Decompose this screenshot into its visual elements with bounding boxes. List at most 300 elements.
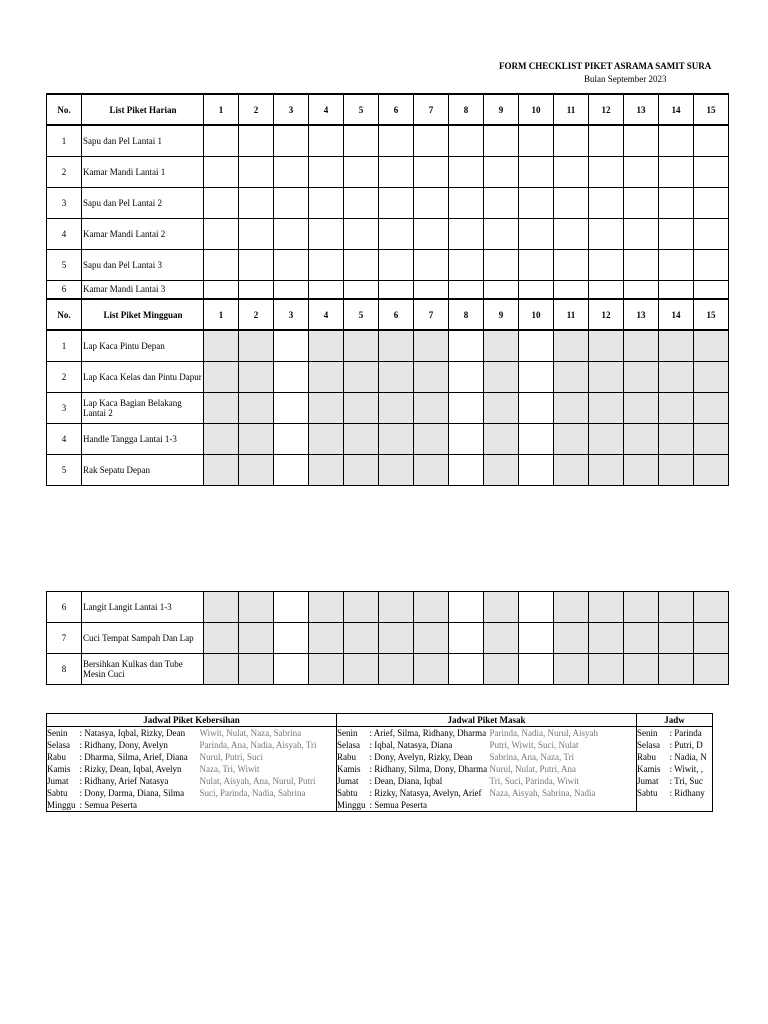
checkbox-day-1[interactable] [204, 156, 239, 187]
checkbox-day-11[interactable] [554, 156, 589, 187]
checkbox-day-11[interactable] [554, 330, 589, 361]
checkbox-day-5[interactable] [344, 249, 379, 280]
checkbox-day-1[interactable] [204, 392, 239, 423]
checkbox-day-2[interactable] [239, 218, 274, 249]
checkbox-day-3[interactable] [274, 330, 309, 361]
checkbox-day-7[interactable] [414, 187, 449, 218]
day-header-1: 1 [204, 94, 239, 125]
checkbox-day-15[interactable] [694, 187, 729, 218]
schedule-row [47, 739, 713, 751]
checkbox-day-2[interactable] [239, 361, 274, 392]
checkbox-day-8[interactable] [449, 392, 484, 423]
checkbox-day-10[interactable] [519, 623, 554, 654]
checkbox-day-2[interactable] [239, 454, 274, 485]
checkbox-day-15[interactable] [694, 330, 729, 361]
schedule-members-secondary: Naza, Aisyah, Sabrina, Nadia [489, 788, 596, 798]
checkbox-day-3[interactable] [274, 361, 309, 392]
checkbox-day-14[interactable] [659, 280, 694, 299]
checkbox-day-11[interactable] [554, 623, 589, 654]
checkbox-day-5[interactable] [344, 330, 379, 361]
checkbox-day-9[interactable] [484, 218, 519, 249]
checkbox-day-12[interactable] [589, 423, 624, 454]
schedule-row [47, 775, 713, 787]
checkbox-day-15[interactable] [694, 592, 729, 623]
schedule-members: : Arief, Silma, Ridhany, Dharma [369, 728, 487, 738]
checkbox-day-7[interactable] [414, 392, 449, 423]
checkbox-day-2[interactable] [239, 592, 274, 623]
checkbox-day-6[interactable] [379, 454, 414, 485]
checkbox-day-9[interactable] [484, 361, 519, 392]
checkbox-day-12[interactable] [589, 592, 624, 623]
checkbox-day-3[interactable] [274, 125, 309, 156]
checkbox-day-3[interactable] [274, 454, 309, 485]
checkbox-day-12[interactable] [589, 654, 624, 685]
schedule-members-secondary: Wiwit, Nulat, Naza, Sabrina [199, 728, 302, 738]
schedule-day: Rabu [47, 752, 66, 762]
checkbox-day-9[interactable] [484, 654, 519, 685]
schedule-members: : Ridhany, Silma, Dony, Dharma [369, 764, 488, 774]
day-header-4: 4 [309, 94, 344, 125]
checkbox-day-7[interactable] [414, 280, 449, 299]
task-name: Langit Langit Lantai 1-3 [82, 592, 204, 623]
checkbox-day-5[interactable] [344, 423, 379, 454]
checkbox-day-5[interactable] [344, 454, 379, 485]
schedule-day: Selasa [337, 739, 370, 751]
weekly-task-row [47, 592, 729, 623]
checkbox-day-7[interactable] [414, 423, 449, 454]
checkbox-day-11[interactable] [554, 454, 589, 485]
checkbox-day-10[interactable] [519, 125, 554, 156]
checkbox-day-14[interactable] [659, 156, 694, 187]
daily-task-row [47, 249, 729, 280]
day-header-7: 7 [414, 94, 449, 125]
schedule-title: Jadw [637, 714, 713, 727]
checkbox-day-3[interactable] [274, 218, 309, 249]
checkbox-day-3[interactable] [274, 280, 309, 299]
checkbox-day-8[interactable] [449, 249, 484, 280]
checkbox-day-4[interactable] [309, 592, 344, 623]
checkbox-day-2[interactable] [239, 330, 274, 361]
checkbox-day-3[interactable] [274, 592, 309, 623]
checkbox-day-6[interactable] [379, 361, 414, 392]
checkbox-day-12[interactable] [589, 125, 624, 156]
checkbox-day-12[interactable] [589, 454, 624, 485]
checkbox-day-14[interactable] [659, 592, 694, 623]
checkbox-day-10[interactable] [519, 592, 554, 623]
checkbox-day-15[interactable] [694, 623, 729, 654]
checkbox-day-15[interactable] [694, 392, 729, 423]
checkbox-day-4[interactable] [309, 423, 344, 454]
schedule-members: : Dony, Avelyn, Rizky, Dean [369, 752, 473, 762]
checkbox-day-6[interactable] [379, 623, 414, 654]
task-number: 2 [47, 156, 82, 187]
checkbox-day-14[interactable] [659, 249, 694, 280]
checkbox-day-6[interactable] [379, 218, 414, 249]
task-name: Lap Kaca Kelas dan Pintu Dapur [82, 361, 204, 392]
checkbox-day-1[interactable] [204, 592, 239, 623]
schedule-members: : Dony, Darma, Diana, Silma [79, 788, 185, 798]
checkbox-day-8[interactable] [449, 423, 484, 454]
daily-col-task: List Piket Harian [82, 94, 204, 125]
schedule-members: : Wiwit, , [669, 764, 704, 774]
checkbox-day-4[interactable] [309, 330, 344, 361]
checkbox-day-3[interactable] [274, 392, 309, 423]
checkbox-day-5[interactable] [344, 218, 379, 249]
checkbox-day-3[interactable] [274, 423, 309, 454]
schedule-title-row [47, 714, 713, 727]
task-name: Sapu dan Pel Lantai 3 [82, 249, 204, 280]
checkbox-day-15[interactable] [694, 654, 729, 685]
checkbox-day-6[interactable] [379, 330, 414, 361]
checkbox-day-11[interactable] [554, 218, 589, 249]
schedule-row [47, 751, 713, 763]
checkbox-day-8[interactable] [449, 218, 484, 249]
checkbox-day-11[interactable] [554, 361, 589, 392]
schedule-title: Jadwal Piket Masak [337, 714, 637, 727]
checkbox-day-15[interactable] [694, 361, 729, 392]
checkbox-day-13[interactable] [624, 249, 659, 280]
checkbox-day-7[interactable] [414, 330, 449, 361]
checkbox-day-15[interactable] [694, 125, 729, 156]
checkbox-day-13[interactable] [624, 187, 659, 218]
day-header-11: 11 [554, 94, 589, 125]
checkbox-day-12[interactable] [589, 392, 624, 423]
checkbox-day-6[interactable] [379, 156, 414, 187]
checkbox-day-10[interactable] [519, 187, 554, 218]
checkbox-day-7[interactable] [414, 218, 449, 249]
checkbox-day-7[interactable] [414, 361, 449, 392]
schedule-members-secondary: Parinda, Nadia, Nurul, Aisyah [489, 728, 598, 738]
checkbox-day-8[interactable] [449, 125, 484, 156]
task-name: Sapu dan Pel Lantai 2 [82, 187, 204, 218]
checkbox-day-6[interactable] [379, 423, 414, 454]
checkbox-day-1[interactable] [204, 249, 239, 280]
checkbox-day-8[interactable] [449, 156, 484, 187]
checkbox-day-13[interactable] [624, 623, 659, 654]
checkbox-day-9[interactable] [484, 330, 519, 361]
checkbox-day-14[interactable] [659, 623, 694, 654]
day-header-11: 11 [554, 299, 589, 330]
schedule-section [46, 713, 712, 814]
checkbox-day-10[interactable] [519, 156, 554, 187]
checkbox-day-4[interactable] [309, 156, 344, 187]
checkbox-day-10[interactable] [519, 249, 554, 280]
checkbox-day-9[interactable] [484, 454, 519, 485]
weekly-task-row [47, 423, 729, 454]
day-header-6: 6 [379, 299, 414, 330]
checkbox-day-15[interactable] [694, 280, 729, 299]
checkbox-day-12[interactable] [589, 280, 624, 299]
task-number: 8 [47, 654, 82, 685]
checkbox-day-9[interactable] [484, 623, 519, 654]
task-name: Cuci Tempat Sampah Dan Lap [82, 623, 204, 654]
checkbox-day-1[interactable] [204, 330, 239, 361]
schedule-day: Selasa [47, 740, 70, 750]
checkbox-day-8[interactable] [449, 361, 484, 392]
schedule-day: Jumat [47, 776, 69, 786]
checkbox-day-6[interactable] [379, 125, 414, 156]
checkbox-day-10[interactable] [519, 423, 554, 454]
checkbox-day-13[interactable] [624, 330, 659, 361]
checkbox-day-14[interactable] [659, 423, 694, 454]
checkbox-day-11[interactable] [554, 423, 589, 454]
checkbox-day-1[interactable] [204, 454, 239, 485]
schedule-members-secondary: Nulat, Aisyah, Ana, Nurul, Putri [199, 776, 316, 786]
checkbox-day-4[interactable] [309, 187, 344, 218]
task-number: 1 [47, 125, 82, 156]
checkbox-day-13[interactable] [624, 392, 659, 423]
checkbox-day-2[interactable] [239, 249, 274, 280]
checkbox-day-10[interactable] [519, 454, 554, 485]
checkbox-day-13[interactable] [624, 218, 659, 249]
daily-task-row [47, 280, 729, 299]
schedule-day: Sabtu [337, 787, 370, 799]
checkbox-day-7[interactable] [414, 454, 449, 485]
checkbox-day-13[interactable] [624, 125, 659, 156]
checkbox-day-15[interactable] [694, 423, 729, 454]
day-header-3: 3 [274, 94, 309, 125]
checkbox-day-14[interactable] [659, 125, 694, 156]
form-subtitle: Bulan September 2023 [584, 74, 667, 84]
checkbox-day-13[interactable] [624, 454, 659, 485]
schedule-members: : Putri, D [669, 740, 703, 750]
schedule-members: : Tri, Suc [669, 776, 703, 786]
schedule-members: : Semua Peserta [369, 800, 428, 810]
checkbox-day-11[interactable] [554, 249, 589, 280]
checkbox-day-6[interactable] [379, 187, 414, 218]
checkbox-day-10[interactable] [519, 392, 554, 423]
day-header-8: 8 [449, 299, 484, 330]
day-header-10: 10 [519, 94, 554, 125]
checkbox-day-10[interactable] [519, 361, 554, 392]
checkbox-day-1[interactable] [204, 187, 239, 218]
checkbox-day-5[interactable] [344, 187, 379, 218]
checkbox-day-2[interactable] [239, 125, 274, 156]
schedule-members: : Semua Peserta [79, 800, 137, 810]
checkbox-day-4[interactable] [309, 218, 344, 249]
daily-header-row [47, 94, 729, 125]
schedule-day: Kamis [47, 764, 71, 774]
checkbox-day-13[interactable] [624, 361, 659, 392]
schedule-members: : Ridhany [669, 788, 705, 798]
task-name: Kamar Mandi Lantai 1 [82, 156, 204, 187]
checkbox-day-1[interactable] [204, 654, 239, 685]
checkbox-day-2[interactable] [239, 280, 274, 299]
checkbox-day-10[interactable] [519, 218, 554, 249]
checkbox-day-11[interactable] [554, 187, 589, 218]
day-header-14: 14 [659, 94, 694, 125]
checkbox-day-13[interactable] [624, 280, 659, 299]
checkbox-day-9[interactable] [484, 280, 519, 299]
checkbox-day-8[interactable] [449, 454, 484, 485]
checkbox-day-13[interactable] [624, 156, 659, 187]
checkbox-day-1[interactable] [204, 218, 239, 249]
checkbox-day-6[interactable] [379, 249, 414, 280]
checkbox-day-1[interactable] [204, 125, 239, 156]
checkbox-day-1[interactable] [204, 623, 239, 654]
checkbox-day-11[interactable] [554, 592, 589, 623]
task-number: 4 [47, 423, 82, 454]
checkbox-day-5[interactable] [344, 361, 379, 392]
checkbox-day-13[interactable] [624, 654, 659, 685]
checkbox-day-7[interactable] [414, 623, 449, 654]
day-header-5: 5 [344, 94, 379, 125]
task-number: 7 [47, 623, 82, 654]
checkbox-day-3[interactable] [274, 654, 309, 685]
checkbox-day-7[interactable] [414, 156, 449, 187]
schedule-members: : Dean, Diana, Iqbal [369, 776, 443, 786]
checklist-table [46, 93, 729, 486]
checkbox-day-9[interactable] [484, 392, 519, 423]
checkbox-day-8[interactable] [449, 623, 484, 654]
checkbox-day-14[interactable] [659, 392, 694, 423]
checkbox-day-8[interactable] [449, 280, 484, 299]
schedule-day: Kamis [637, 763, 670, 775]
checkbox-day-9[interactable] [484, 156, 519, 187]
checkbox-day-7[interactable] [414, 249, 449, 280]
schedule-members-secondary [490, 799, 637, 812]
checkbox-day-1[interactable] [204, 280, 239, 299]
checkbox-day-12[interactable] [589, 330, 624, 361]
checkbox-day-8[interactable] [449, 330, 484, 361]
checkbox-day-4[interactable] [309, 623, 344, 654]
checkbox-day-4[interactable] [309, 361, 344, 392]
checkbox-day-5[interactable] [344, 654, 379, 685]
checkbox-day-14[interactable] [659, 454, 694, 485]
checkbox-day-15[interactable] [694, 156, 729, 187]
schedule-day: Rabu [637, 751, 670, 763]
checkbox-day-2[interactable] [239, 654, 274, 685]
checkbox-day-2[interactable] [239, 187, 274, 218]
checkbox-day-10[interactable] [519, 280, 554, 299]
checkbox-day-6[interactable] [379, 280, 414, 299]
checkbox-day-15[interactable] [694, 218, 729, 249]
checkbox-day-2[interactable] [239, 423, 274, 454]
checkbox-day-3[interactable] [274, 249, 309, 280]
checkbox-day-2[interactable] [239, 392, 274, 423]
schedule-day: Minggu [47, 800, 76, 810]
checkbox-day-5[interactable] [344, 280, 379, 299]
checkbox-day-5[interactable] [344, 623, 379, 654]
checkbox-day-8[interactable] [449, 654, 484, 685]
schedule-members: : Ridhany, Arief Natasya [79, 776, 169, 786]
schedule-members-secondary: Tri, Suci, Parinda, Wiwit [489, 776, 580, 786]
checkbox-day-9[interactable] [484, 125, 519, 156]
checkbox-day-1[interactable] [204, 423, 239, 454]
schedule-members-secondary: Sabrina, Ana, Naza, Tri [489, 752, 575, 762]
weekly-task-row [47, 330, 729, 361]
task-number: 3 [47, 392, 82, 423]
day-header-6: 6 [379, 94, 414, 125]
checkbox-day-15[interactable] [694, 454, 729, 485]
checkbox-day-5[interactable] [344, 125, 379, 156]
schedule-title: Jadwal Piket Kebersihan [47, 714, 337, 727]
checkbox-day-11[interactable] [554, 280, 589, 299]
checkbox-day-9[interactable] [484, 423, 519, 454]
task-number: 6 [47, 592, 82, 623]
schedule-day: Jumat [637, 775, 670, 787]
task-number: 4 [47, 218, 82, 249]
task-name: Kamar Mandi Lantai 3 [82, 280, 204, 299]
checkbox-day-15[interactable] [694, 249, 729, 280]
checkbox-day-6[interactable] [379, 654, 414, 685]
checkbox-day-8[interactable] [449, 187, 484, 218]
checkbox-day-4[interactable] [309, 249, 344, 280]
day-header-3: 3 [274, 299, 309, 330]
checkbox-day-1[interactable] [204, 361, 239, 392]
checkbox-day-5[interactable] [344, 392, 379, 423]
checkbox-day-2[interactable] [239, 156, 274, 187]
checkbox-day-7[interactable] [414, 654, 449, 685]
checkbox-day-12[interactable] [589, 156, 624, 187]
schedule-row [47, 787, 713, 799]
checkbox-day-3[interactable] [274, 187, 309, 218]
checkbox-day-6[interactable] [379, 592, 414, 623]
checkbox-day-4[interactable] [309, 454, 344, 485]
checkbox-day-3[interactable] [274, 623, 309, 654]
checkbox-day-10[interactable] [519, 654, 554, 685]
checkbox-day-9[interactable] [484, 249, 519, 280]
checkbox-day-11[interactable] [554, 392, 589, 423]
task-number: 3 [47, 187, 82, 218]
checkbox-day-13[interactable] [624, 423, 659, 454]
checkbox-day-4[interactable] [309, 125, 344, 156]
weekly-task-row [47, 361, 729, 392]
checkbox-day-7[interactable] [414, 592, 449, 623]
checkbox-day-8[interactable] [449, 592, 484, 623]
task-name: Kamar Mandi Lantai 2 [82, 218, 204, 249]
checkbox-day-12[interactable] [589, 187, 624, 218]
checkbox-day-4[interactable] [309, 392, 344, 423]
schedule-day: Rabu [337, 751, 370, 763]
checkbox-day-11[interactable] [554, 654, 589, 685]
day-header-2: 2 [239, 94, 274, 125]
checkbox-day-12[interactable] [589, 623, 624, 654]
daily-task-row [47, 125, 729, 156]
checkbox-day-11[interactable] [554, 125, 589, 156]
checkbox-day-14[interactable] [659, 330, 694, 361]
checkbox-day-14[interactable] [659, 361, 694, 392]
checkbox-day-10[interactable] [519, 330, 554, 361]
task-name: Rak Sepatu Depan [82, 454, 204, 485]
checkbox-day-12[interactable] [589, 218, 624, 249]
checkbox-day-14[interactable] [659, 654, 694, 685]
checkbox-day-5[interactable] [344, 156, 379, 187]
checkbox-day-2[interactable] [239, 623, 274, 654]
checkbox-day-12[interactable] [589, 249, 624, 280]
checkbox-day-9[interactable] [484, 592, 519, 623]
schedule-day: Sabtu [47, 788, 68, 798]
checkbox-day-5[interactable] [344, 592, 379, 623]
checkbox-day-9[interactable] [484, 187, 519, 218]
checkbox-day-4[interactable] [309, 654, 344, 685]
checkbox-day-14[interactable] [659, 218, 694, 249]
checkbox-day-4[interactable] [309, 280, 344, 299]
task-name: Lap Kaca Bagian Belakang Lantai 2 [82, 392, 204, 423]
checkbox-day-13[interactable] [624, 592, 659, 623]
schedule-day: Sabtu [637, 787, 670, 799]
checkbox-day-12[interactable] [589, 361, 624, 392]
checkbox-day-6[interactable] [379, 392, 414, 423]
schedule-members-secondary: Putri, Wiwit, Suci, Nulat [489, 740, 579, 750]
checkbox-day-14[interactable] [659, 187, 694, 218]
schedule-members-secondary: Nurul, Nulat, Putri, Ana [489, 764, 577, 774]
schedule-members: : Rizky, Natasya, Avelyn, Arief [369, 788, 482, 798]
day-header-8: 8 [449, 94, 484, 125]
checkbox-day-3[interactable] [274, 156, 309, 187]
task-number: 6 [47, 280, 82, 299]
checkbox-day-7[interactable] [414, 125, 449, 156]
